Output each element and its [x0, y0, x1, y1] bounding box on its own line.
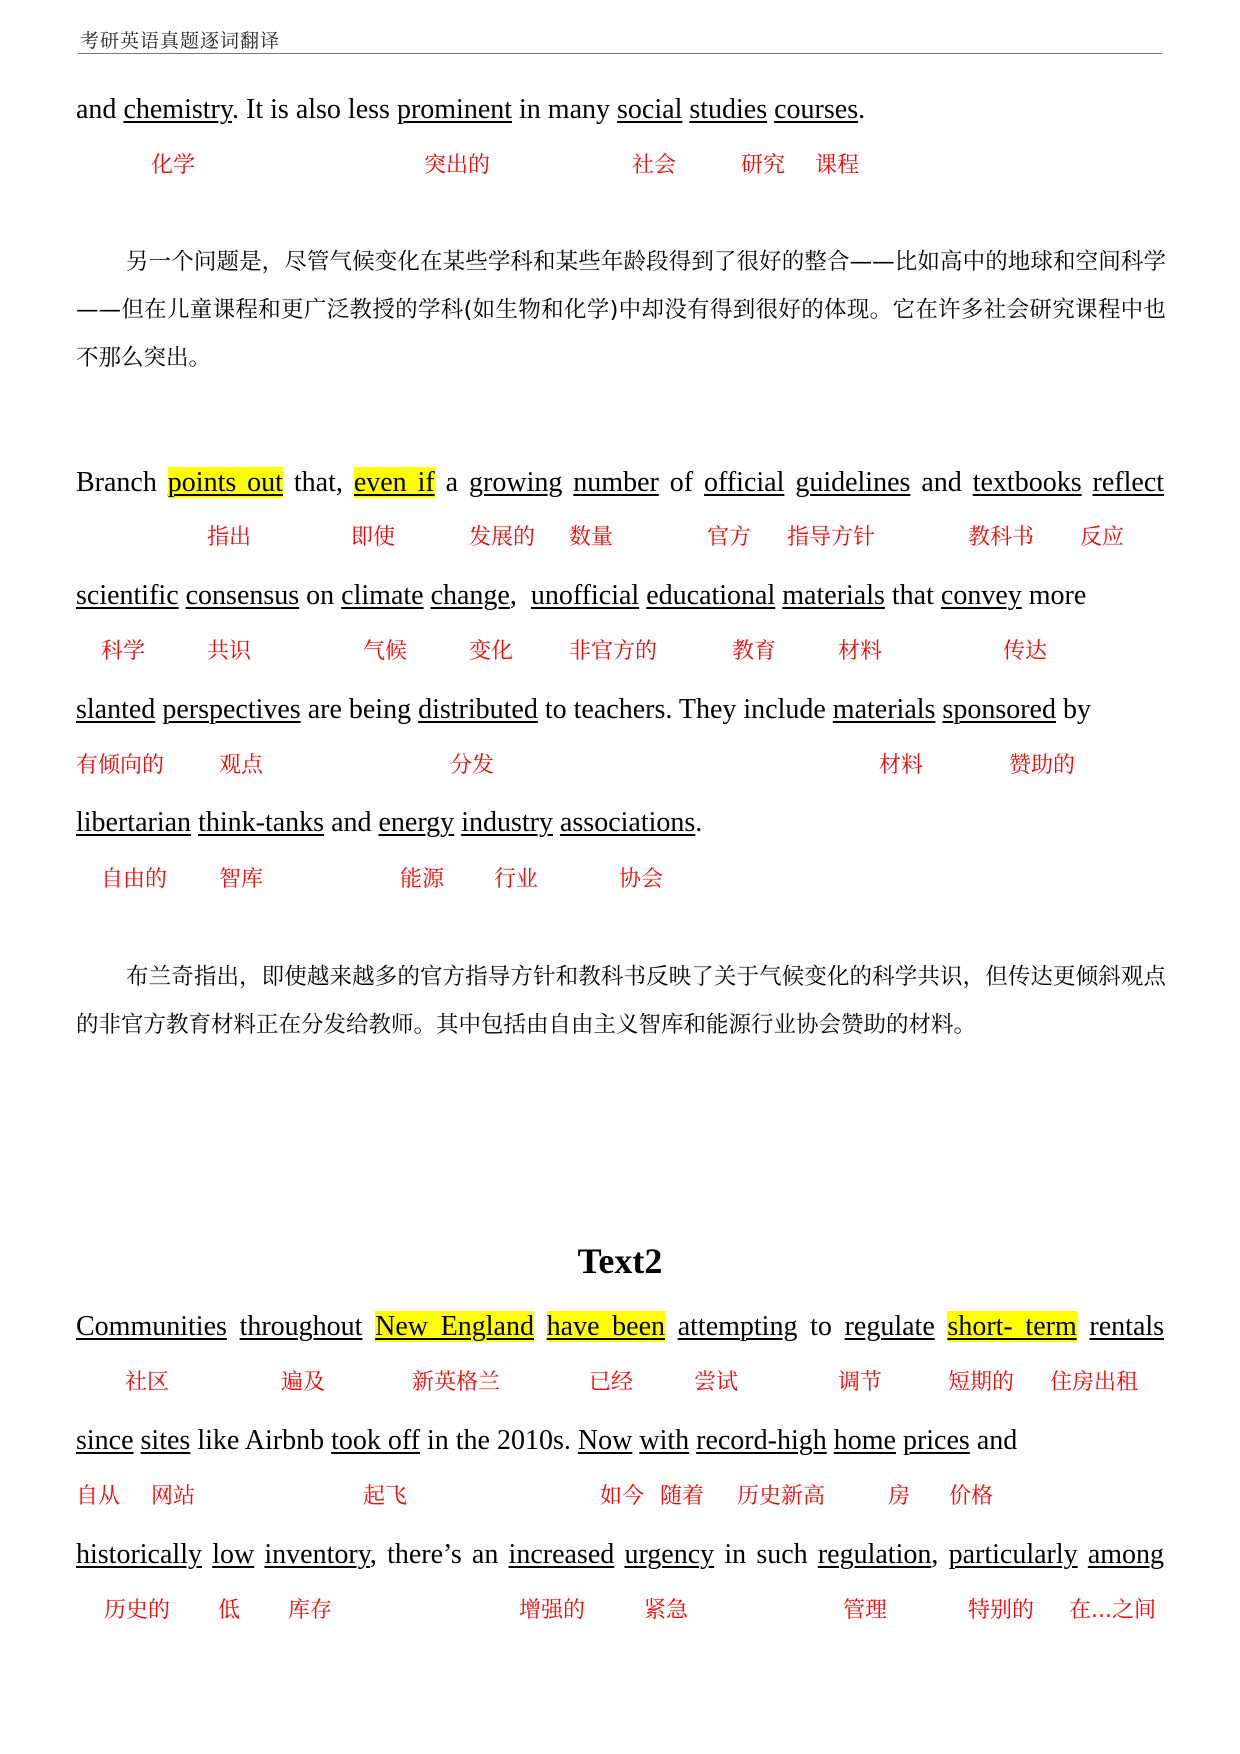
plain-text: by [1055, 694, 1091, 725]
plain-text: , [509, 580, 531, 611]
chinese-gloss: 变化 [469, 639, 514, 664]
vocab-word: industry [461, 807, 553, 838]
english-line [76, 465, 1164, 501]
vocab-word: chemistry [123, 94, 233, 125]
vocab-word: among [1087, 1539, 1165, 1570]
chinese-gloss: 低 [218, 1598, 241, 1623]
plain-text [1082, 467, 1093, 498]
chinese-gloss: 遍及 [281, 1370, 326, 1395]
vocab-word: sites [140, 1425, 191, 1456]
chinese-gloss: 网站 [151, 1484, 196, 1509]
chinese-gloss: 材料 [879, 753, 924, 778]
plain-text: to [797, 1311, 845, 1342]
chinese-gloss: 教育 [732, 639, 777, 664]
chinese-gloss: 住房出租 [1050, 1370, 1139, 1395]
plain-text: in such [714, 1539, 818, 1570]
chinese-gloss: 历史的 [104, 1598, 171, 1623]
vocab-word: think-tanks [198, 807, 325, 838]
chinese-gloss: 起飞 [363, 1484, 408, 1509]
chinese-gloss: 管理 [843, 1598, 888, 1623]
vocab-word: regulation [817, 1539, 932, 1570]
chinese-gloss: 科学 [101, 639, 146, 664]
vocab-word: courses [774, 94, 859, 125]
chinese-gloss: 共识 [207, 639, 252, 664]
vocab-word: studies [689, 94, 768, 125]
plain-text: . It is also less [232, 94, 397, 125]
highlighted-phrase: have been [546, 1311, 666, 1342]
chinese-gloss: 气候 [363, 639, 408, 664]
vocab-word: guidelines [795, 467, 911, 498]
chinese-gloss: 短期的 [948, 1370, 1015, 1395]
chinese-gloss: 房 [888, 1484, 911, 1509]
vocab-word: took off [331, 1425, 420, 1456]
chinese-gloss: 行业 [494, 867, 539, 892]
chinese-gloss: 调节 [838, 1370, 883, 1395]
plain-text: , there’s an [369, 1539, 509, 1570]
vocab-word: prices [902, 1425, 970, 1456]
vocab-word: climate [341, 580, 424, 611]
plain-text [227, 1311, 240, 1342]
vocab-word: official [704, 467, 785, 498]
chinese-gloss: 分发 [450, 753, 495, 778]
plain-text [179, 580, 186, 611]
plain-text [1078, 1539, 1088, 1570]
chinese-gloss: 增强的 [519, 1598, 586, 1623]
vocab-word: social [617, 94, 683, 125]
vocab-word: historically [76, 1539, 202, 1570]
plain-text: that, [282, 467, 354, 498]
plain-text: like Airbnb [190, 1425, 332, 1456]
vocab-word: home [833, 1425, 896, 1456]
chinese-gloss: 历史新高 [737, 1484, 826, 1509]
chinese-gloss: 自由的 [101, 867, 168, 892]
plain-text: that [884, 580, 941, 611]
vocab-word: with [639, 1425, 690, 1456]
chinese-gloss: 已经 [589, 1370, 634, 1395]
chinese-gloss: 尝试 [694, 1370, 739, 1395]
plain-text: a [434, 467, 470, 498]
plain-text [896, 1425, 903, 1456]
chinese-gloss: 紧急 [644, 1598, 689, 1623]
vocab-word: sponsored [942, 694, 1056, 725]
chinese-gloss: 社会 [632, 153, 677, 178]
vocab-word: distributed [418, 694, 538, 725]
chinese-gloss: 非官方的 [569, 639, 658, 664]
english-line [76, 578, 1086, 614]
chinese-gloss: 特别的 [968, 1598, 1035, 1623]
chinese-gloss: 价格 [949, 1484, 994, 1509]
vocab-word: rentals [1089, 1311, 1165, 1342]
chinese-gloss: 随着 [660, 1484, 705, 1509]
chinese-gloss: 研究 [741, 153, 786, 178]
vocab-word: Communities [76, 1311, 227, 1342]
highlighted-phrase: New England [375, 1311, 534, 1342]
vocab-word: textbooks [972, 467, 1082, 498]
chinese-translation: 布兰奇指出，即使越来越多的官方指导方针和教科书反映了关于气候变化的科学共识，但传达更倾斜观点的非官方教育材料正在分发给教师。其中包括由自由主义智库和能源行业协会赞助的材料。 [76, 964, 1166, 1038]
section-title: Text2 [577, 1241, 663, 1281]
plain-text: to teachers. They include [537, 694, 833, 725]
plain-text: and [910, 467, 973, 498]
plain-text [191, 807, 198, 838]
plain-text: of [658, 467, 705, 498]
chinese-gloss: 智库 [219, 867, 264, 892]
plain-text [362, 1311, 375, 1342]
plain-text: and [324, 807, 379, 838]
plain-text: more [1021, 580, 1087, 611]
vocab-word: growing [469, 467, 563, 498]
running-header: 考研英语真题逐词翻译 [80, 30, 281, 52]
vocab-word: Now [577, 1425, 633, 1456]
plain-text [562, 467, 573, 498]
vocab-word: prominent [396, 94, 513, 125]
vocab-word: perspectives [162, 694, 301, 725]
chinese-gloss: 传达 [1003, 639, 1048, 664]
vocab-word: slanted [76, 694, 156, 725]
chinese-gloss: 有倾向的 [76, 753, 165, 778]
highlighted-phrase: short- term [947, 1311, 1077, 1342]
chinese-gloss: 新英格兰 [412, 1370, 501, 1395]
vocab-word: number [573, 467, 659, 498]
chinese-gloss: 在...之间 [1069, 1598, 1156, 1623]
plain-text: are being [300, 694, 419, 725]
plain-text [1077, 1311, 1090, 1342]
plain-text: and [76, 94, 124, 125]
plain-text [424, 580, 431, 611]
chinese-gloss: 化学 [151, 153, 196, 178]
chinese-gloss: 指出 [207, 525, 252, 550]
vocab-word: regulate [844, 1311, 935, 1342]
plain-text [202, 1539, 212, 1570]
plain-text: . [695, 807, 703, 838]
chinese-gloss: 突出的 [424, 153, 491, 178]
plain-text [534, 1311, 547, 1342]
vocab-word: associations [559, 807, 696, 838]
plain-text [553, 807, 560, 838]
plain-text: and [969, 1425, 1018, 1456]
vocab-word: attempting [677, 1311, 798, 1342]
vocab-word: inventory [264, 1539, 370, 1570]
vocab-word: particularly [948, 1539, 1078, 1570]
chinese-gloss: 如今 [600, 1484, 645, 1509]
vocab-word: reflect [1092, 467, 1165, 498]
chinese-gloss: 数量 [569, 525, 614, 550]
english-line [76, 692, 1091, 728]
plain-text [827, 1425, 834, 1456]
english-line [76, 805, 702, 841]
chinese-translation: 另一个问题是，尽管气候变化在某些学科和某些年龄段得到了很好的整合——比如高中的地球和空间科学——但在儿童课程和更广泛教授的学科(如生物和化学)中却没有得到很好的体现。它在许多社会研究课程中也不那么突出。 [76, 249, 1166, 371]
plain-text [254, 1539, 264, 1570]
chinese-gloss: 能源 [400, 867, 445, 892]
plain-text: . [858, 94, 866, 125]
vocab-word: convey [940, 580, 1022, 611]
plain-text [784, 467, 795, 498]
vocab-word: unofficial [530, 580, 640, 611]
chinese-gloss: 库存 [288, 1598, 333, 1623]
english-line [76, 1309, 1164, 1345]
chinese-gloss: 即使 [351, 525, 396, 550]
vocab-word: record-high [696, 1425, 827, 1456]
vocab-word: educational [646, 580, 776, 611]
vocab-word: change [430, 580, 510, 611]
vocab-word: energy [378, 807, 455, 838]
plain-text [665, 1311, 678, 1342]
header-divider [78, 53, 1162, 54]
chinese-gloss: 指导方针 [787, 525, 876, 550]
english-line [76, 1537, 1164, 1573]
vocab-word: throughout [239, 1311, 363, 1342]
chinese-gloss: 协会 [619, 867, 664, 892]
vocab-word: since [76, 1425, 134, 1456]
chinese-gloss: 课程 [815, 153, 860, 178]
chinese-gloss: 自从 [76, 1484, 121, 1509]
vocab-word: consensus [185, 580, 300, 611]
chinese-gloss: 教科书 [968, 525, 1035, 550]
plain-text: on [299, 580, 342, 611]
vocab-word: low [212, 1539, 255, 1570]
vocab-word: scientific [76, 580, 179, 611]
chinese-gloss: 材料 [838, 639, 883, 664]
chinese-gloss: 发展的 [469, 525, 536, 550]
plain-text [935, 1311, 948, 1342]
chinese-gloss: 观点 [219, 753, 264, 778]
vocab-word: materials [782, 580, 885, 611]
plain-text [134, 1425, 141, 1456]
plain-text: , [931, 1539, 949, 1570]
english-line [76, 1423, 1017, 1459]
chinese-gloss: 社区 [125, 1370, 170, 1395]
plain-text: in many [512, 94, 618, 125]
highlighted-phrase: even if [353, 467, 435, 498]
plain-text: in the 2010s. [420, 1425, 578, 1456]
chinese-gloss: 官方 [707, 525, 752, 550]
chinese-gloss: 反应 [1080, 525, 1125, 550]
plain-text [614, 1539, 624, 1570]
chinese-gloss: 赞助的 [1009, 753, 1076, 778]
vocab-word: increased [508, 1539, 615, 1570]
highlighted-phrase: points out [167, 467, 283, 498]
vocab-word: urgency [624, 1539, 715, 1570]
vocab-word: libertarian [76, 807, 192, 838]
english-line [76, 92, 865, 128]
plain-text: Branch [76, 467, 168, 498]
vocab-word: materials [832, 694, 936, 725]
